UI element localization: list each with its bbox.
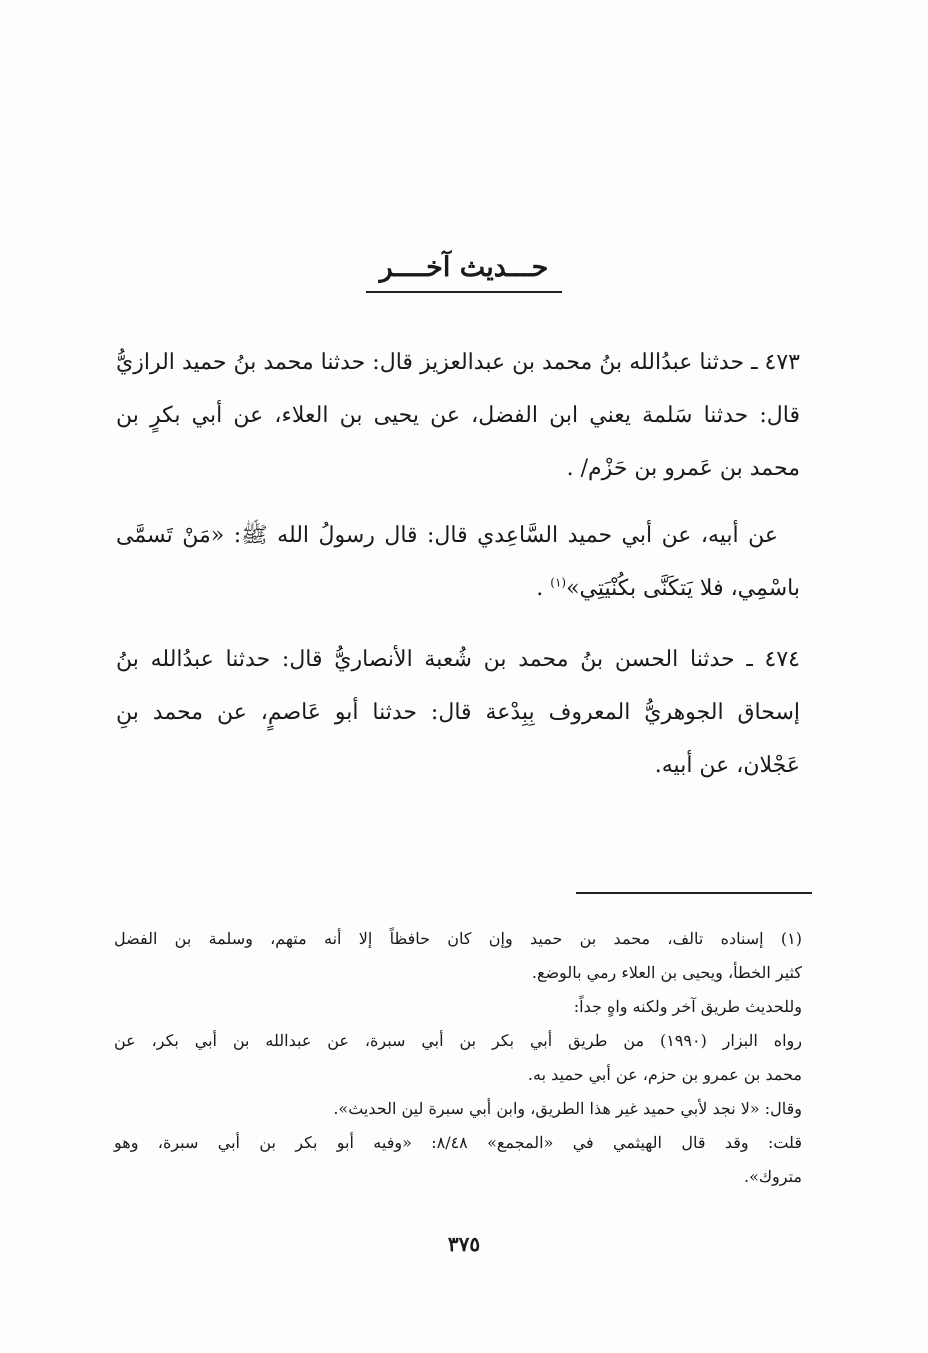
footnote-line: وقال: «لا نجد لأبي حميد غير هذا الطريق، وابن أبي سبرة لين الحديث». [333,1099,802,1118]
hadith-473-paragraph: ٤٧٣ ـ حدثنا عبدُالله بنُ محمد بن عبدالعزيز قال: حدثنا محمد بنُ حميد الرازيُّ قال: حدثنا سَلمة يعني ابن الفضل، عن يحيى بن العلاء، عن أبي بكرٍ بن محمد بن عَمرو بن حَزْم/ . [116,350,800,481]
footnote-line: قلت: وقد قال الهيثمي في «المجمع» ٨/٤٨: «وفيه أبو بكر بن أبي سبرة، وهو [114,1133,802,1152]
footnote-line: متروك». [743,1167,802,1186]
section-title: حـــديث آخــــر [366,250,563,293]
footnote-line: وللحديث طريق آخر ولكنه واهٍ جداً: [573,997,802,1016]
hadith-474-paragraph: ٤٧٤ ـ حدثنا الحسن بنُ محمد بن شُعبة الأنصاريُّ قال: حدثنا عبدُالله بنُ إسحاق الجوهريُّ المعروف بِبِدْعة قال: حدثنا أبو عَاصمٍ، عن محمد بنِ عَجْلان، عن أبيه. [116,647,800,778]
page-number: ٣٧٥ [447,1232,481,1256]
hadith-473-matn-paragraph [116,509,800,615]
footnote-line: محمد بن عمرو بن حزم، عن أبي حميد به. [527,1065,802,1084]
hadith-473-matn-text: عن أبيه، عن أبي حميد السَّاعِدي قال: قال رسولُ الله ﷺ: «مَنْ تَسمَّى باسْمِي، فلا يَتكَنَّى بكُنْيَتِي» [116,523,800,601]
heading-container [0,250,928,293]
footnote-separator-rule [576,892,812,894]
footnotes-section [114,922,802,1194]
footnote-line: كثير الخطأ، ويحيى بن العلاء رمي بالوضع. [531,963,802,982]
footnote-line: رواه البزار (١٩٩٠) من طريق أبي بكر بن أبي سبرة، عن عبدالله بن أبي بكر، عن [114,1031,802,1050]
footnote-line: (١) إسناده تالف، محمد بن حميد وإن كان حافظاً إلا أنه متهم، وسلمة بن الفضل [114,929,802,948]
hadith-473-matn-end: . [536,576,551,601]
footnote-reference-1[interactable]: (١) [550,575,567,590]
